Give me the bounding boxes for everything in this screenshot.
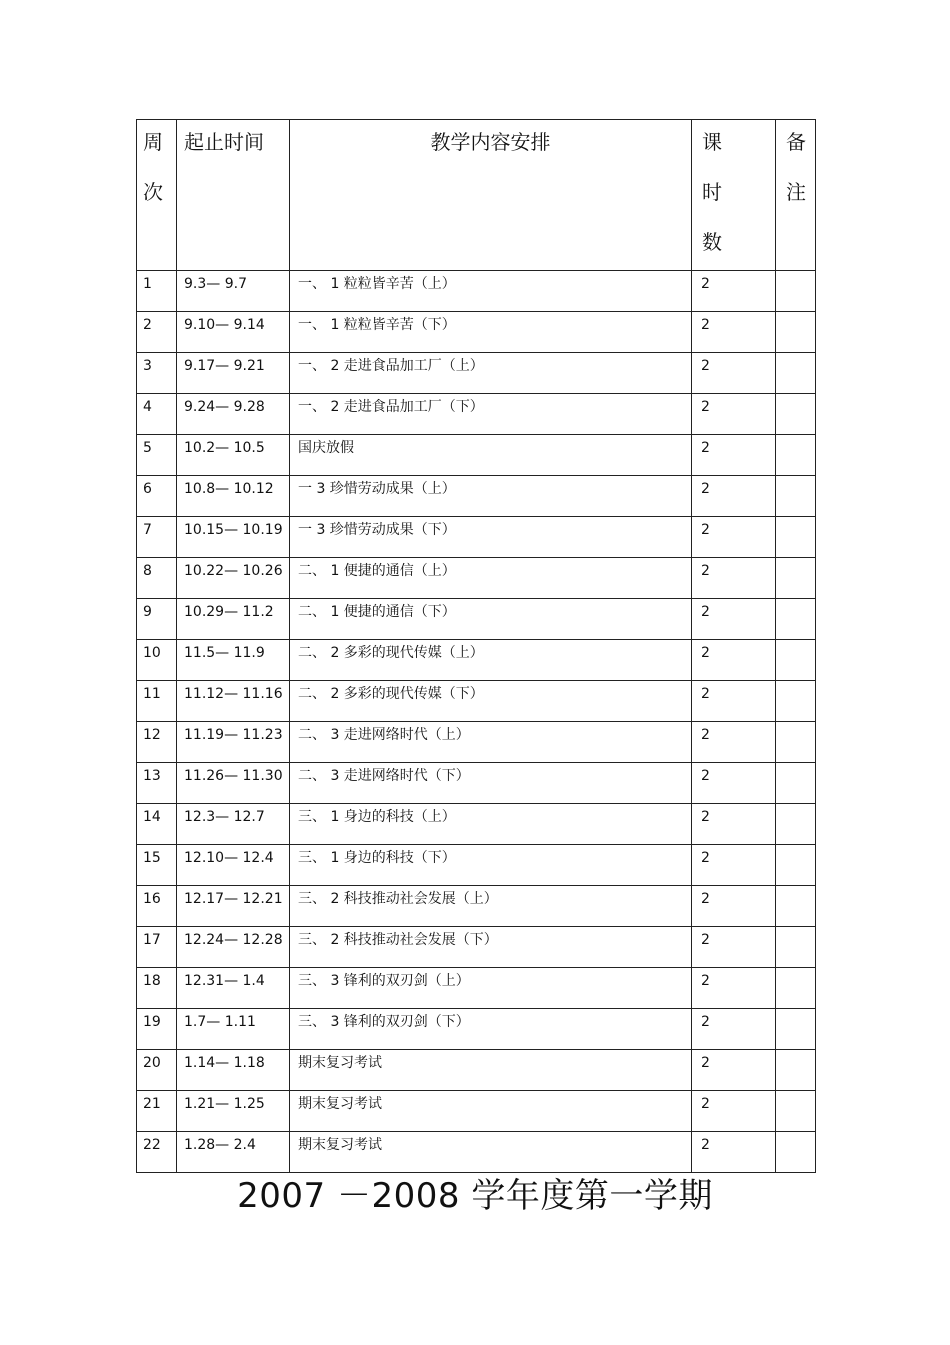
cell-date-range: 9.24— 9.28 [177,394,290,435]
table-body [137,271,816,1173]
cell-note [776,763,816,804]
header-week-char: 次 [143,180,163,204]
cell-date-range: 9.17— 9.21 [177,353,290,394]
table-row [137,681,816,722]
table-row [137,722,816,763]
cell-hours: 2 [692,886,776,927]
cell-week: 19 [137,1009,177,1050]
cell-date-range: 11.19— 11.23 [177,722,290,763]
cell-hours: 2 [692,804,776,845]
cell-week: 9 [137,599,177,640]
schedule-sheet [136,119,815,1173]
header-date-label: 起止时间 [184,130,264,154]
header-content-label: 教学内容安排 [430,130,551,154]
cell-hours: 2 [692,968,776,1009]
cell-note [776,640,816,681]
cell-content: 一、 2 走进食品加工厂（上） [290,353,692,394]
table-row [137,927,816,968]
cell-content: 二、 3 走进网络时代（下） [290,763,692,804]
cell-hours: 2 [692,1009,776,1050]
semester-title: 2007 －2008 学年度第一学期 [237,1176,713,1216]
cell-note [776,886,816,927]
table-row [137,845,816,886]
table-row [137,476,816,517]
cell-hours: 2 [692,722,776,763]
cell-date-range: 1.14— 1.18 [177,1050,290,1091]
cell-week: 8 [137,558,177,599]
cell-content: 二、 1 便捷的通信（上） [290,558,692,599]
cell-hours: 2 [692,353,776,394]
cell-note [776,394,816,435]
cell-note [776,968,816,1009]
cell-content: 三、 2 科技推动社会发展（下） [290,927,692,968]
cell-week: 6 [137,476,177,517]
cell-date-range: 12.3— 12.7 [177,804,290,845]
cell-date-range: 12.10— 12.4 [177,845,290,886]
table-row [137,968,816,1009]
cell-date-range: 10.2— 10.5 [177,435,290,476]
cell-content: 一、 1 粒粒皆辛苦（下） [290,312,692,353]
header-date [177,120,290,271]
header-note-char: 备 [786,130,806,154]
cell-note [776,1132,816,1173]
cell-note [776,517,816,558]
cell-week: 21 [137,1091,177,1132]
cell-week: 17 [137,927,177,968]
cell-hours: 2 [692,599,776,640]
header-hours [692,120,776,271]
cell-hours: 2 [692,1091,776,1132]
cell-note [776,804,816,845]
cell-content: 二、 2 多彩的现代传媒（上） [290,640,692,681]
cell-hours: 2 [692,1132,776,1173]
cell-date-range: 12.31— 1.4 [177,968,290,1009]
cell-note [776,1050,816,1091]
cell-hours: 2 [692,640,776,681]
table-row [137,886,816,927]
cell-note [776,722,816,763]
cell-week: 13 [137,763,177,804]
cell-date-range: 11.5— 11.9 [177,640,290,681]
teaching-schedule-table [136,119,816,1173]
cell-hours: 2 [692,763,776,804]
table-row [137,1050,816,1091]
cell-content: 国庆放假 [290,435,692,476]
cell-date-range: 11.12— 11.16 [177,681,290,722]
cell-hours: 2 [692,476,776,517]
cell-content: 一、 1 粒粒皆辛苦（上） [290,271,692,312]
cell-week: 7 [137,517,177,558]
cell-content: 三、 3 锋利的双刃剑（下） [290,1009,692,1050]
cell-note [776,1091,816,1132]
cell-content: 期末复习考试 [290,1050,692,1091]
cell-content: 二、 1 便捷的通信（下） [290,599,692,640]
cell-date-range: 1.28— 2.4 [177,1132,290,1173]
cell-date-range: 12.24— 12.28 [177,927,290,968]
cell-content: 一 3 珍惜劳动成果（下） [290,517,692,558]
cell-hours: 2 [692,558,776,599]
cell-note [776,599,816,640]
table-row [137,435,816,476]
cell-content: 期末复习考试 [290,1091,692,1132]
cell-date-range: 10.29— 11.2 [177,599,290,640]
cell-note [776,845,816,886]
table-row [137,640,816,681]
cell-hours: 2 [692,271,776,312]
cell-date-range: 9.10— 9.14 [177,312,290,353]
table-row [137,353,816,394]
table-row [137,517,816,558]
cell-note [776,681,816,722]
cell-hours: 2 [692,435,776,476]
cell-content: 期末复习考试 [290,1132,692,1173]
header-note [776,120,816,271]
cell-date-range: 10.15— 10.19 [177,517,290,558]
cell-note [776,476,816,517]
cell-week: 3 [137,353,177,394]
table-row [137,271,816,312]
header-hours-char: 数 [702,230,722,254]
cell-hours: 2 [692,312,776,353]
header-hours-char: 时 [702,180,722,204]
table-row [137,1009,816,1050]
cell-week: 15 [137,845,177,886]
cell-hours: 2 [692,1050,776,1091]
table-row [137,394,816,435]
cell-content: 三、 1 身边的科技（下） [290,845,692,886]
cell-date-range: 12.17— 12.21 [177,886,290,927]
cell-week: 20 [137,1050,177,1091]
table-row [137,558,816,599]
table-row [137,1132,816,1173]
cell-week: 18 [137,968,177,1009]
cell-note [776,927,816,968]
table-row [137,312,816,353]
header-hours-char: 课 [702,130,722,154]
cell-date-range: 1.21— 1.25 [177,1091,290,1132]
table-header-row [137,120,816,271]
table-row [137,763,816,804]
cell-week: 5 [137,435,177,476]
cell-note [776,435,816,476]
cell-week: 16 [137,886,177,927]
cell-week: 4 [137,394,177,435]
table-row [137,804,816,845]
header-content [290,120,692,271]
cell-content: 三、 1 身边的科技（上） [290,804,692,845]
cell-week: 12 [137,722,177,763]
cell-date-range: 10.8— 10.12 [177,476,290,517]
cell-week: 10 [137,640,177,681]
cell-week: 11 [137,681,177,722]
cell-date-range: 10.22— 10.26 [177,558,290,599]
cell-note [776,312,816,353]
header-note-char: 注 [786,180,806,204]
cell-week: 2 [137,312,177,353]
table-row [137,599,816,640]
cell-content: 三、 2 科技推动社会发展（上） [290,886,692,927]
table-row [137,1091,816,1132]
cell-note [776,1009,816,1050]
cell-hours: 2 [692,845,776,886]
cell-date-range: 11.26— 11.30 [177,763,290,804]
cell-content: 一、 2 走进食品加工厂（下） [290,394,692,435]
cell-note [776,353,816,394]
cell-date-range: 9.3— 9.7 [177,271,290,312]
cell-content: 二、 2 多彩的现代传媒（下） [290,681,692,722]
cell-hours: 2 [692,517,776,558]
header-week [137,120,177,271]
cell-note [776,558,816,599]
cell-hours: 2 [692,394,776,435]
cell-hours: 2 [692,681,776,722]
cell-content: 一 3 珍惜劳动成果（上） [290,476,692,517]
cell-hours: 2 [692,927,776,968]
header-week-char: 周 [143,130,163,154]
cell-content: 二、 3 走进网络时代（上） [290,722,692,763]
cell-content: 三、 3 锋利的双刃剑（上） [290,968,692,1009]
cell-note [776,271,816,312]
cell-week: 1 [137,271,177,312]
cell-week: 22 [137,1132,177,1173]
cell-date-range: 1.7— 1.11 [177,1009,290,1050]
cell-week: 14 [137,804,177,845]
